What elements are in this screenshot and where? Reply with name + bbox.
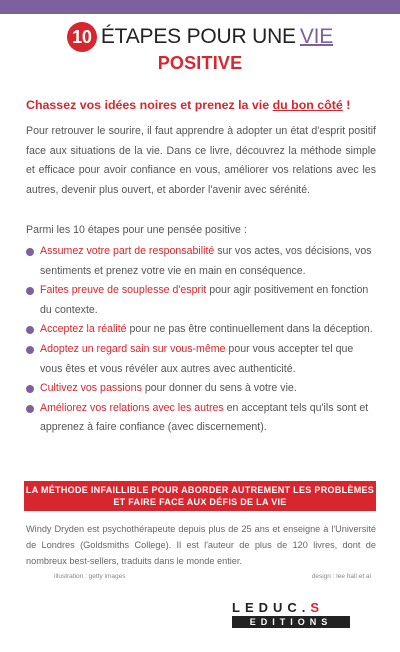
steps-list bbox=[26, 242, 376, 438]
list-item bbox=[26, 281, 376, 320]
title-highlight: VIE bbox=[299, 25, 334, 48]
tagline-end: ! bbox=[342, 98, 351, 112]
step-highlight: Assumez votre part de responsabilité bbox=[40, 245, 215, 257]
logo-text: LEDUC. bbox=[232, 600, 311, 615]
illustration-credit: illustration : getty images bbox=[54, 573, 126, 580]
step-highlight: Acceptez la réalité bbox=[40, 323, 127, 336]
step-text: sur vos actes, vos décisions, vos sentiments et prenez votre vie en main en conséquence. bbox=[40, 245, 372, 277]
logo-s: S bbox=[310, 600, 325, 615]
list-item bbox=[26, 320, 376, 340]
logo-editions: EDITIONS bbox=[232, 616, 350, 628]
logo-wordmark bbox=[232, 600, 350, 615]
step-text: pour ne pas être continuellement dans la déception. bbox=[126, 323, 373, 336]
bullet-icon bbox=[26, 405, 34, 413]
method-banner bbox=[24, 481, 376, 511]
step-text: pour vous accepter tel que vous êtes et vous révéler aux autres avec authenticité. bbox=[40, 342, 354, 375]
list-item bbox=[26, 340, 376, 379]
intro-paragraph: Pour retrouver le sourire, il faut apprendre à adopter un état d'esprit positif face aux situations de la vie. Dans ce livre, découvrez la méthode simple et efficace pour avoir confiance en vous, améliorer vos relations avec les autres, devenir plus ouvert, et aborder l'avenir avec sérénité. bbox=[26, 125, 376, 196]
number-badge: 10 bbox=[67, 22, 97, 52]
step-highlight: Faites preuve de souplesse d'esprit bbox=[40, 284, 207, 297]
bullet-icon bbox=[26, 287, 34, 295]
list-item bbox=[26, 399, 376, 438]
publisher-logo bbox=[232, 600, 350, 628]
step-text: pour agir positivement en fonction du contexte. bbox=[40, 284, 369, 316]
step-highlight: Cultivez vos passions bbox=[40, 382, 142, 395]
bullet-icon bbox=[26, 346, 34, 354]
title-pre: ÉTAPES POUR UNE bbox=[100, 25, 296, 48]
title-line-2: POSITIVE bbox=[157, 53, 243, 73]
step-text: pour donner du sens à votre vie. bbox=[141, 382, 297, 395]
tagline-main: Chassez vos idées noires et prenez la vie bbox=[26, 98, 273, 112]
tagline bbox=[26, 98, 376, 112]
title-line-1 bbox=[67, 22, 333, 52]
step-text: en acceptant tels qu'ils sont et apprenez à faire confiance (avec discernement). bbox=[40, 401, 369, 434]
list-item bbox=[26, 242, 376, 281]
banner-line-1: LA MÉTHODE INFAILLIBLE POUR ABORDER AUTREMENT LES PROBLÈMES bbox=[25, 485, 375, 495]
bullet-icon bbox=[26, 385, 34, 393]
bullet-icon bbox=[26, 248, 34, 256]
cover-title bbox=[0, 22, 400, 74]
design-credit: design : lee hall et al bbox=[311, 573, 371, 580]
step-highlight: Améliorez vos relations avec les autres bbox=[40, 401, 224, 414]
list-item bbox=[26, 379, 376, 399]
author-bio: Windy Dryden est psychothérapeute depuis plus de 25 ans et enseigne à l'Université de Londres (Goldsmiths College). Il est l'auteur de plus de 120 livres, dont de nombreux best-sellers, traduits dans le monde entier. bbox=[26, 524, 376, 566]
steps-title: Parmi les 10 étapes pour une pensée positive : bbox=[26, 224, 247, 236]
top-color-band bbox=[0, 0, 400, 14]
tagline-underlined: du bon côté bbox=[272, 98, 343, 112]
banner-line-2: ET FAIRE FACE AUX DÉFIS DE LA VIE bbox=[113, 497, 287, 507]
bullet-icon bbox=[26, 326, 34, 334]
step-highlight: Adoptez un regard sain sur vous-même bbox=[40, 342, 226, 355]
